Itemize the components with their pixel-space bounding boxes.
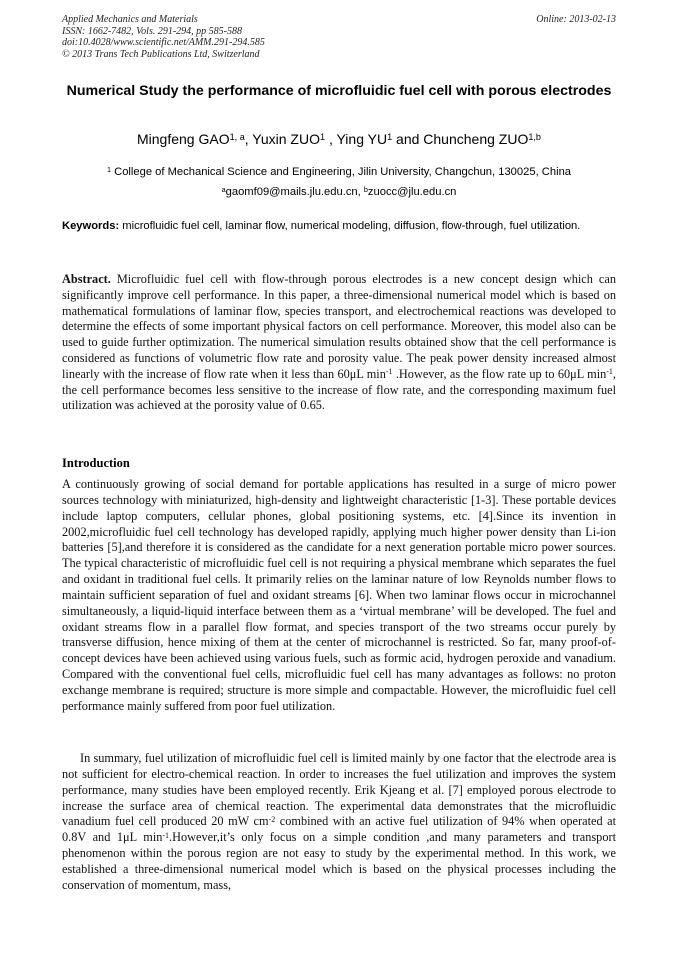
author-superscript: 1,b xyxy=(528,131,541,142)
author-superscript: 1 xyxy=(320,131,326,142)
keywords-block xyxy=(62,220,616,234)
paper-title: Numerical Study the performance of microfluidic fuel cell with porous electrodes xyxy=(66,83,612,99)
email-line xyxy=(62,182,616,202)
paragraph-superscript: -2 xyxy=(268,814,276,824)
paragraph-superscript: -1 xyxy=(162,830,170,840)
abstract-text: Microfluidic fuel cell with flow-through porous electrodes is a new concept design which can significantly improve cell performance. In this paper, a three-dimensional numerical model which is based on mathematical formulations of laminar flow, species transport, and electrochemical reactions was developed to determine the effects of some important physical factors on cell performance. Moreover, this model also can be used to guide further optimization. The numerical simulation results obtained show that the cell performance is considered as functions of volumetric flow rate and porosity value. The peak power density increased almost linearly with the increase of flow rate when it less than 60μL min xyxy=(62,272,616,381)
abstract-text: , the cell performance becomes less sensitive to the increase of flow rate, and the corresponding maximum fuel utilization was achieved at the porosity value of 0.65. xyxy=(62,366,616,413)
abstract-superscript: -1 xyxy=(606,367,613,377)
author-name: Yuxin ZUO xyxy=(252,131,320,147)
journal-name: Applied Mechanics and Materials xyxy=(62,14,198,25)
issn-line: ISSN: 1662-7482, Vols. 291-294, pp 585-588 xyxy=(62,25,242,37)
author-list xyxy=(62,130,616,148)
affiliation-line xyxy=(62,162,616,182)
body-paragraph xyxy=(62,751,616,894)
keywords-label: Keywords: xyxy=(62,220,120,232)
author-superscript: 1, a xyxy=(229,131,245,142)
author-separator: and xyxy=(392,131,424,147)
email-superscript: b xyxy=(363,184,368,194)
affiliation-block xyxy=(62,162,616,202)
email-address: zuocc@jlu.edu.cn xyxy=(367,186,457,198)
abstract-label: Abstract. xyxy=(62,272,111,286)
author-name: Ying YU xyxy=(336,131,388,147)
keywords-text: microfluidic fuel cell, laminar flow, numerical modeling, diffusion, flow-through, fuel utilization. xyxy=(119,220,581,232)
paragraph-text: .However,it’s only focus on a simple condition ,and many parameters and transport phenomenon within the porous region are not easy to study by the experimental method. In this work, we established a three-dimensional numerical model which is based on the physical processes including the conservation of momentum, mass, xyxy=(62,830,616,892)
email-address: gaomf09@mails.jlu.edu.cn, xyxy=(225,186,364,198)
author-separator: , xyxy=(244,131,253,147)
copyright-line: © 2013 Trans Tech Publications Ltd, Switzerland xyxy=(62,48,260,60)
abstract-superscript: -1 xyxy=(385,367,393,377)
online-date: Online: 2013-02-13 xyxy=(536,14,616,25)
abstract-text: .However, as the flow rate up to 60μL min xyxy=(392,366,607,381)
body-paragraph: A continuously growing of social demand for portable applications has resulted in a surge of micro power sources technology with miniaturized, high-density and lightweight characteristic [1-3]. These portable devices include laptop computers, cellular phones, global positioning systems, etc. [4].Since its invention in 2002,microfluidic fuel cell technology has developed rapidly, applying much higher power density than Li-ion batteries [5],and therefore it is considered as the candidate for a next generation portable micro power sources. The typical characteristic of microfluidic fuel cell is not requiring a physical membrane which separates the fuel and oxidant in traditional fuel cells. It primarily relies on the laminar nature of low Reynolds number flows to maintain sufficient separation of fuel and oxidant streams [6]. When two laminar flows occur in microchannel simultaneously, a liquid-liquid interface between them as a ‘virtual membrane’ will be developed. The fuel and oxidant streams flow in a parallel flow format, and species transport of the two streams occur purely by transverse diffusion, hence mixing of them at the center of microchannel is restricted. So far, many proof-of-concept devices have been achieved using various fuels, such as formic acid, hydrogen peroxide and vanadium. Compared with the conventional fuel cells, microfluidic fuel cell has many advantages as follows: no proton exchange membrane is required; structure is more simple and compactable. However, the microfluidic fuel cell performance mainly suffered from poor fuel utilization. xyxy=(62,477,616,713)
affiliation-text: College of Mechanical Science and Engineering, Jilin University, Changchun, 130025, China xyxy=(111,166,572,178)
doi-line: doi:10.4028/www.scientific.net/AMM.291-294.585 xyxy=(62,37,265,48)
paragraph-text: combined with an active fuel utilization of 94% when operated at 0.8V and 1μL min xyxy=(62,814,617,845)
author-name: Mingfeng GAO xyxy=(136,131,230,147)
author-superscript: 1 xyxy=(387,131,393,142)
author-name: Chuncheng ZUO xyxy=(423,131,529,147)
paragraph-text: In summary, fuel utilization of microfluidic fuel cell is limited mainly by one factor that the electrode area is not sufficient for electro-chemical reaction. In order to increases the fuel utilization and improves the system performance, many studies have been employed recently. Erik Kjeang et al. [7] employed porous electrode to increase the surface area of chemical reaction. The experimental data demonstrates that the microfluidic vanadium fuel cell produced 20 mW cm xyxy=(62,751,616,829)
affiliation-superscript: 1 xyxy=(106,164,112,174)
section-heading: Introduction xyxy=(62,456,130,470)
email-superscript: a xyxy=(221,184,226,194)
abstract-block xyxy=(62,272,616,414)
author-separator: , xyxy=(325,131,337,147)
journal-header xyxy=(62,14,616,60)
